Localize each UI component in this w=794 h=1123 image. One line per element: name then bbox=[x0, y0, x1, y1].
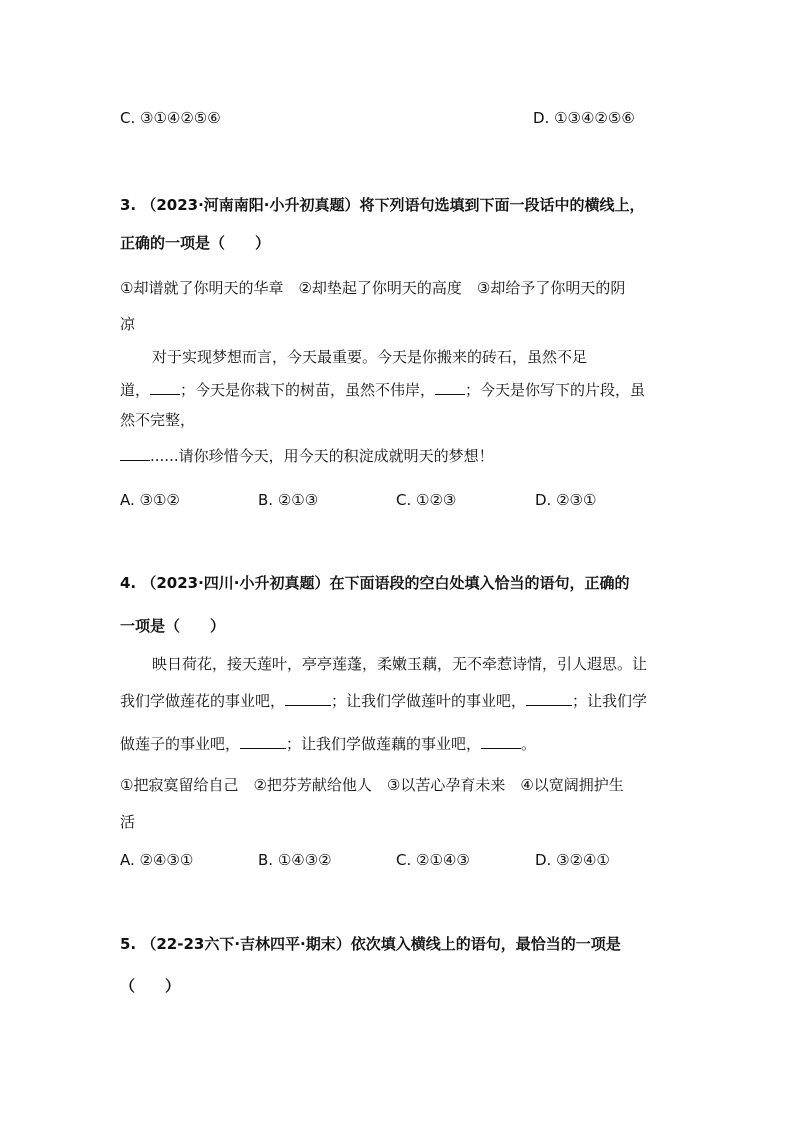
q4-option-b: B. ①④③② bbox=[258, 851, 332, 869]
q2-option-c: C. ③①④②⑤⑥ bbox=[120, 109, 221, 127]
q4-passage-text-c: ；让我们学 bbox=[572, 692, 648, 710]
q4-passage-text-e: ；让我们学做莲藕的事业吧， bbox=[286, 735, 482, 753]
blank-line bbox=[150, 380, 180, 395]
q4-stem-line2: 一项是（ ） bbox=[120, 617, 226, 635]
q4-passage-text-d: 做莲子的事业吧， bbox=[120, 735, 241, 753]
q5-stem-line2: （ ） bbox=[120, 977, 181, 995]
q3-passage-line1: 对于实现梦想而言，今天最重要。今天是你搬来的砖石，虽然不足 bbox=[152, 348, 588, 366]
q4-stem-line1: 4. （2023·四川·小升初真题）在下面语段的空白处填入恰当的语句，正确的 bbox=[120, 574, 630, 592]
q3-passage-line2 bbox=[120, 380, 645, 400]
q4-choices-line1: ①把寂寞留给自己 ②把芬芳献给他人 ③以苦心孕育未来 ④以宽阔拥护生 bbox=[120, 776, 624, 794]
q4-option-a: A. ②④③① bbox=[120, 851, 194, 869]
q4-passage-text-a: 我们学做莲花的事业吧， bbox=[120, 692, 286, 710]
q4-passage-line2 bbox=[120, 691, 647, 711]
q3-passage-text-b: ；今天是你栽下的树苗，虽然不伟岸， bbox=[180, 381, 436, 399]
q2-option-d: D. ①③④②⑤⑥ bbox=[533, 109, 635, 127]
q4-passage-line1: 映日荷花，接天莲叶，亭亭莲蓬，柔嫩玉藕，无不牵惹诗情，引人遐思。让 bbox=[152, 655, 648, 673]
q3-passage-text-a: 道， bbox=[120, 381, 151, 399]
blank-line bbox=[120, 446, 150, 461]
blank-line bbox=[435, 380, 465, 395]
q3-option-a: A. ③①② bbox=[120, 491, 180, 509]
q4-passage-text-f: 。 bbox=[521, 735, 537, 753]
q3-option-d: D. ②③① bbox=[535, 491, 597, 509]
q3-passage-line4 bbox=[120, 446, 494, 466]
q4-choices-line2: 活 bbox=[120, 813, 136, 831]
q3-stem-line2: 正确的一项是（ ） bbox=[120, 234, 271, 252]
q3-choices-line2: 凉 bbox=[120, 315, 136, 333]
q5-stem-line1: 5. （22-23六下·吉林四平·期末）依次填入横线上的语句，最恰当的一项是 bbox=[120, 935, 621, 953]
q3-passage-text-d: ......请你珍惜今天，用今天的积淀成就明天的梦想！ bbox=[150, 447, 494, 465]
q3-option-c: C. ①②③ bbox=[396, 491, 457, 509]
q3-stem-line1: 3. （2023·河南南阳·小升初真题）将下列语句选填到下面一段话中的横线上， bbox=[120, 196, 645, 214]
q4-option-d: D. ③②④① bbox=[535, 851, 610, 869]
blank-line bbox=[526, 691, 572, 706]
q3-choices-line1: ①却谱就了你明天的华章 ②却垫起了你明天的高度 ③却给予了你明天的阴 bbox=[120, 279, 626, 297]
q3-option-b: B. ②①③ bbox=[258, 491, 319, 509]
q3-passage-text-c: ；今天是你写下的片段，虽 bbox=[465, 381, 646, 399]
blank-line bbox=[240, 734, 286, 749]
q4-passage-line3 bbox=[120, 734, 536, 754]
q3-passage-line3: 然不完整， bbox=[120, 411, 196, 429]
blank-line bbox=[285, 691, 331, 706]
blank-line bbox=[481, 734, 521, 749]
q4-option-c: C. ②①④③ bbox=[396, 851, 470, 869]
q4-passage-text-b: ；让我们学做莲叶的事业吧， bbox=[331, 692, 527, 710]
